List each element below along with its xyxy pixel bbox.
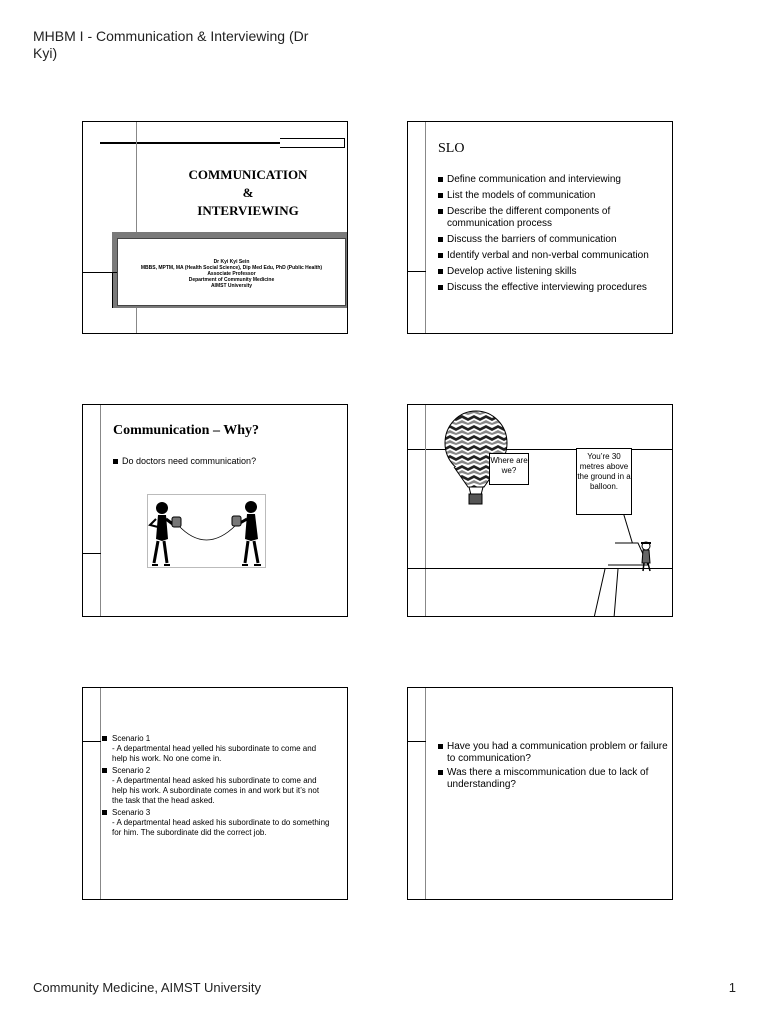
slide-title (82, 121, 348, 334)
slide-slo (407, 121, 673, 334)
author-box (117, 238, 346, 306)
slide-scenarios (82, 687, 348, 900)
list-item: Was there a miscommunication due to lack of understanding? (438, 767, 668, 791)
list-item: Do doctors need communication? (113, 456, 343, 467)
author-university: AIMST University (210, 283, 253, 289)
list-item: Describe the different components of communication process (438, 206, 670, 230)
slide-balloon-cartoon (407, 404, 673, 617)
tin-can-phone-illustration (147, 494, 266, 568)
page-number: 1 (728, 980, 736, 995)
list-item: List the models of communication (438, 190, 670, 202)
scenario-3-heading: Scenario 3 (102, 808, 332, 818)
list-item: Define communication and interviewing (438, 174, 670, 186)
slide-communication-why (82, 404, 348, 617)
author-department: Department of Community Medicine (188, 277, 275, 283)
title-line-2: & (242, 185, 254, 200)
list-item: Identify verbal and non-verbal communication (438, 250, 670, 262)
slide-heading: SLO (438, 141, 465, 156)
list-item: Have you had a communication problem or failure to communication? (438, 741, 668, 765)
scenario-1-heading: Scenario 1 (102, 734, 332, 744)
author-position: Associate Professor (207, 271, 256, 277)
list-item: Discuss the barriers of communication (438, 234, 670, 246)
scenario-3-text: - A departmental head asked his subordinate to do something for him. The subordinate did the correct job. (112, 818, 330, 837)
scenario-2-text: - A departmental head asked his subordinate to come and help his work. A subordinate comes in and work but it’s not the task that the head asked. (112, 776, 320, 805)
title-line-3: INTERVIEWING (197, 203, 299, 218)
list-item: Develop active listening skills (438, 266, 670, 278)
scenario-1-text: - A departmental head yelled his subordinate to come and help his work. No one come in. (112, 744, 317, 763)
slo-list (438, 174, 670, 294)
slide-heading: Communication – Why? (113, 423, 259, 438)
footer-text: Community Medicine, AIMST University (33, 980, 262, 995)
scenario-2-heading: Scenario 2 (102, 766, 332, 776)
speech-bubble-right: You’re 30 metres above the ground in a balloon. (576, 448, 632, 515)
author-name: Dr Kyi Kyi Sein (213, 259, 250, 265)
title-line-1: COMMUNICATION (188, 167, 308, 182)
author-degrees: MBBS, MPTM, MA (Health Social Science), Dip Med Edu, PhD (Public Health) (140, 265, 323, 271)
speech-bubble-left: Where are we? (489, 453, 529, 485)
slide-questions (407, 687, 673, 900)
document-title: MHBM I - Communication & Interviewing (Dr Kyi) (33, 28, 309, 61)
hot-air-balloon-illustration (408, 405, 673, 617)
list-item: Discuss the effective interviewing procedures (438, 282, 670, 294)
